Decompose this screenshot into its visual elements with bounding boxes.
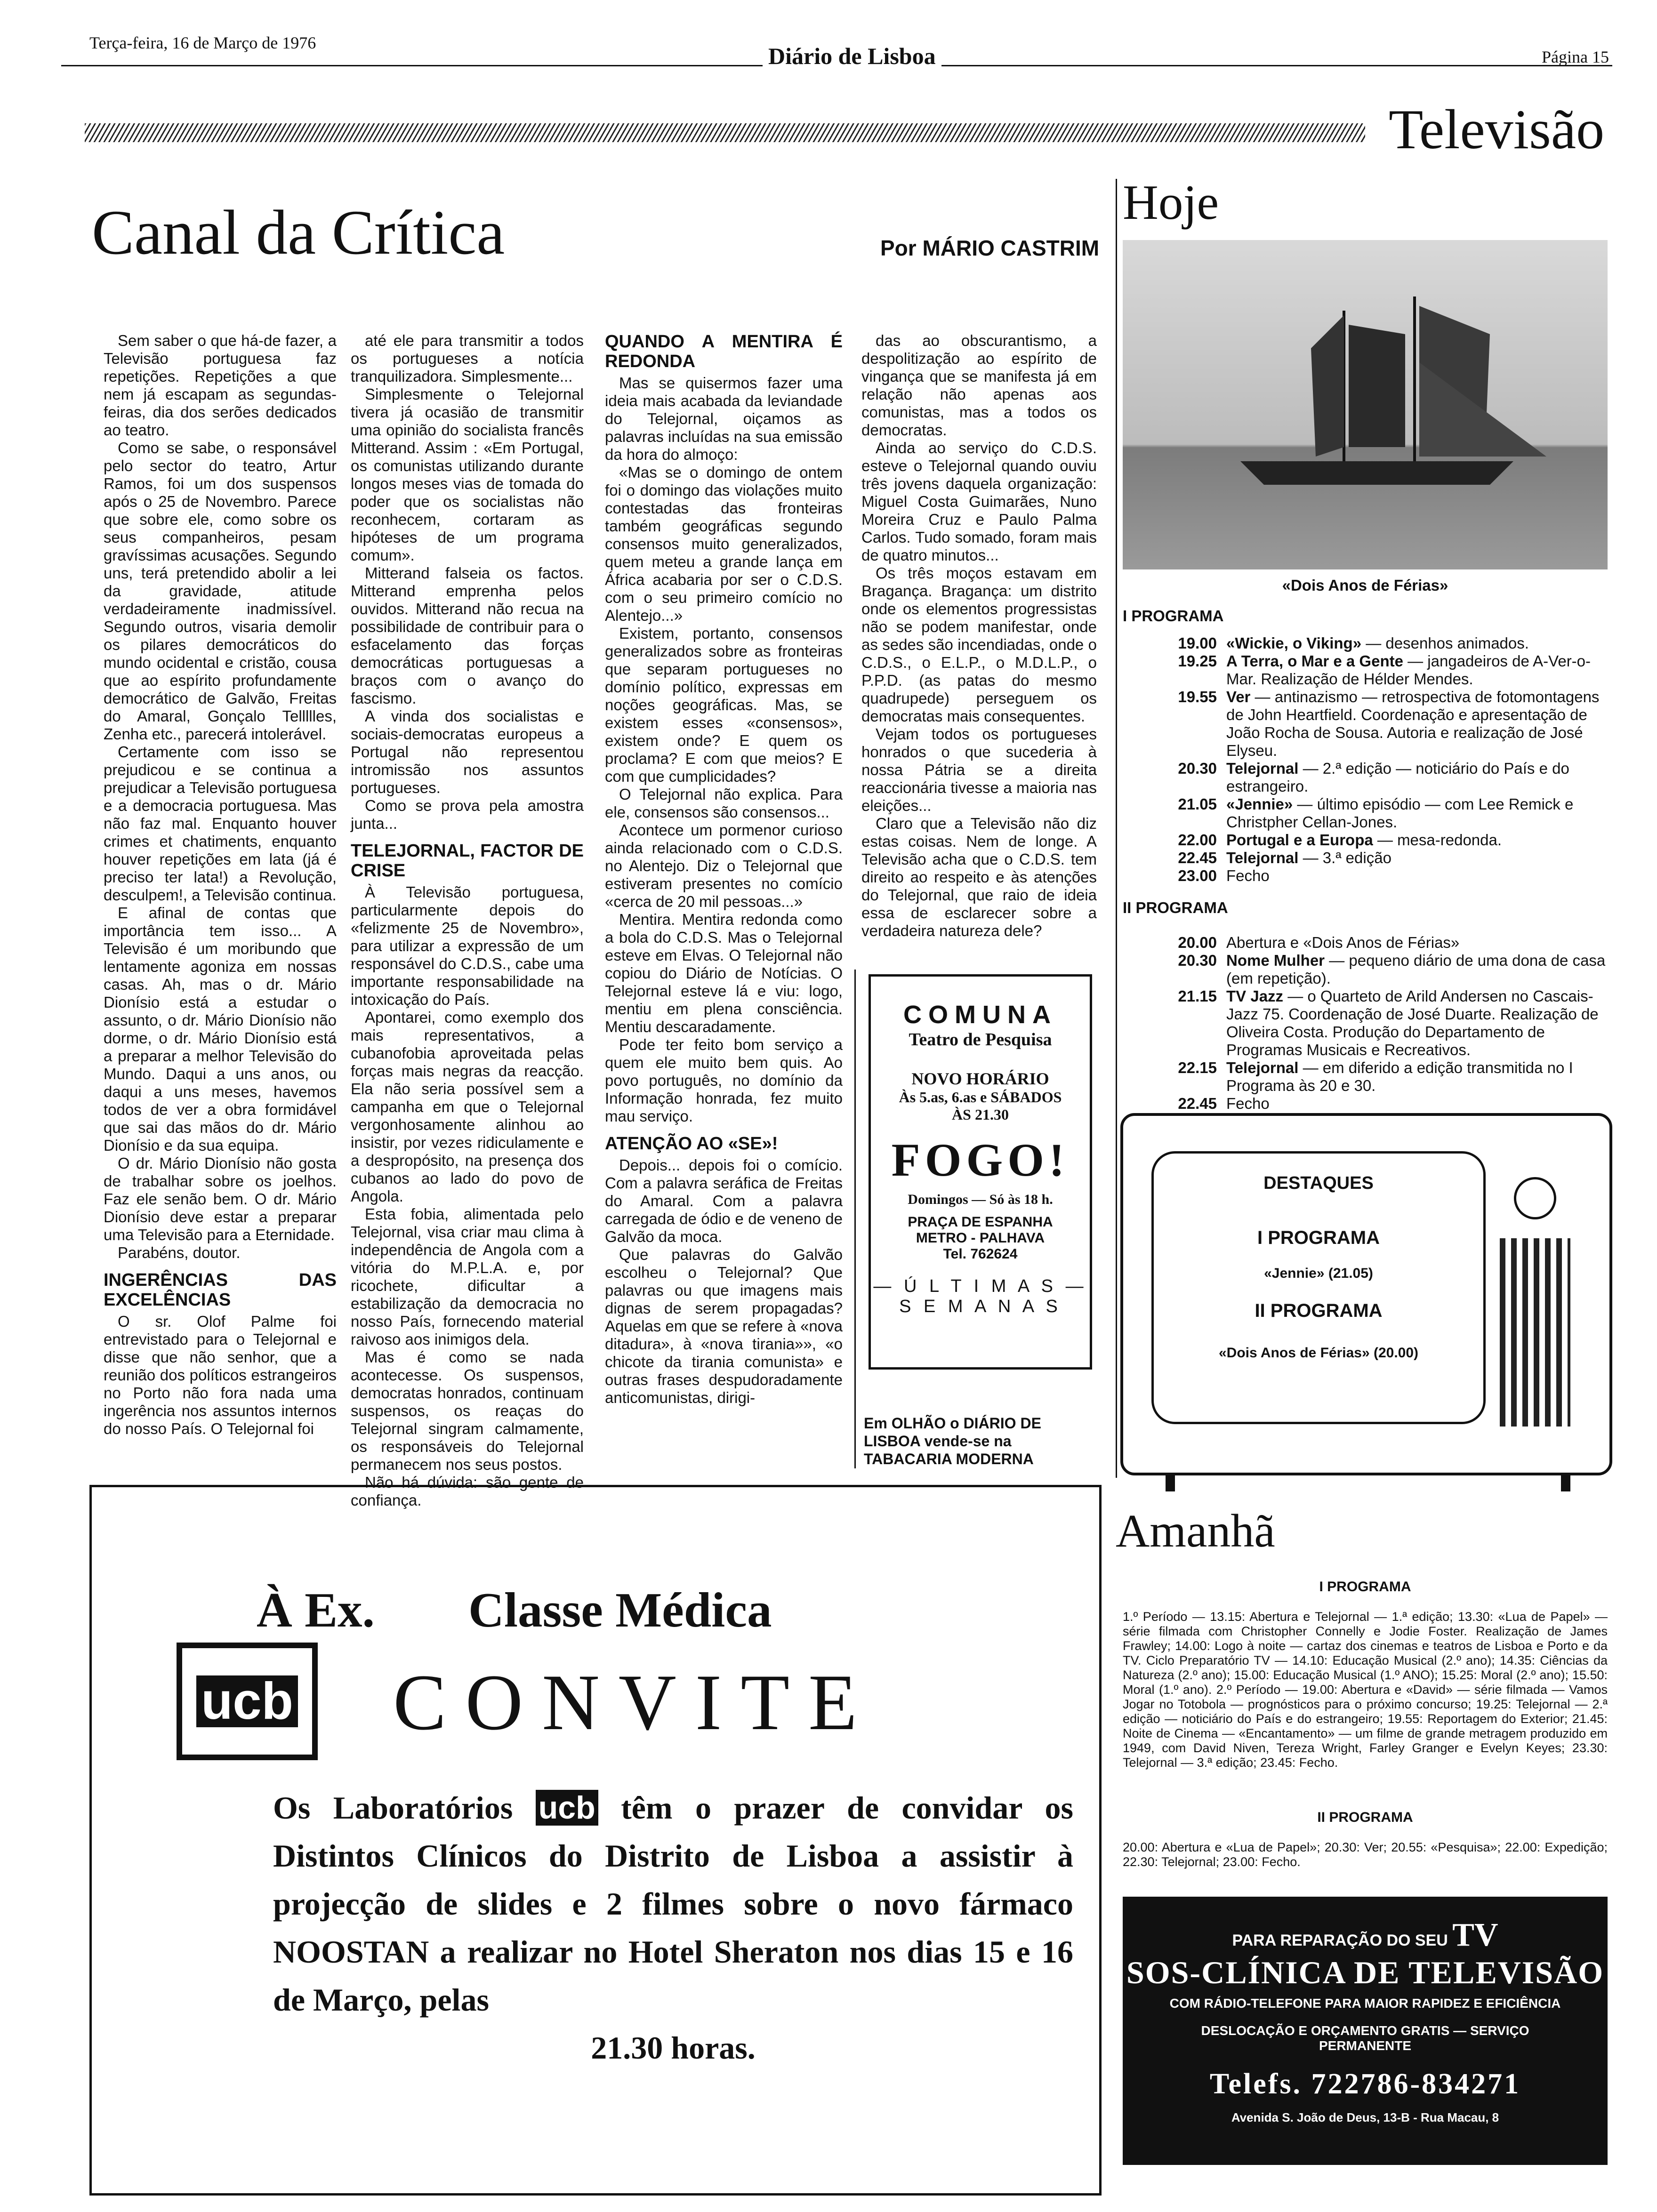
sos-line3: DESLOCAÇÃO E ORÇAMENTO GRATIS — SERVIÇO PERMANENTE — [1201, 2023, 1529, 2053]
program-entry — [1151, 1059, 1608, 1095]
ucb-logo-text: ucb — [196, 1675, 298, 1727]
article-paragraph: Simplesmente o Telejornal tivera já ocasião de transmitir uma opinião do socialista francês Mitterand. Assim : «Em Portugal, os comunistas utilizando durante longos meses vias de tomada do poder que os socialistas não reconhecem, cortaram as hipóteses de um programa comum». — [351, 385, 584, 564]
program-name: «Jennie» — [1226, 795, 1293, 813]
tv-leg — [1166, 1473, 1175, 1491]
program-time: 23.00 — [1178, 867, 1217, 884]
article-paragraph: Os três moços estavam em Bragança. Bragança: um distrito onde os elementos progressistas não se podem manifestar, onde as sedes são incendiadas, onde o C.D.S., o E.L.P., o M.D.L.P., o P.P.D. (as patas do mesmo quadrupede) perseguem os democratas mais consequentes. — [861, 564, 1097, 725]
program-1-label: I PROGRAMA — [1123, 607, 1224, 625]
program-description: — pequeno diário de uma dona de casa (em repetição). — [1226, 952, 1606, 987]
program-entry — [1151, 634, 1608, 652]
article-paragraph: Mitterand falseia os factos. Mitterand emprenha pelos ouvidos. Mitterand não recua na possibilidade de contribuir para o esfacelamento das forças democráticas portuguesas a braços com o avanço do fascismo. — [351, 564, 584, 707]
program-time: 22.00 — [1178, 831, 1217, 849]
program-description: — último episódio — com Lee Remick e Christpher Cellan-Jones. — [1226, 795, 1574, 831]
tv-tomorrow-title: Amanhã — [1116, 1505, 1275, 1557]
article-paragraph: até ele para transmitir a todos os portugueses a notícia tranquilizadora. Simplesmente... — [351, 332, 584, 385]
article-paragraph: Esta fobia, alimentada pelo Telejornal, visa criar mau clima à independência de Angola com a vitória do M.P.L.A. e, por ricochete, dificultar a estabilização da democracia no nosso País, fornecendo material raivoso aos inimigos dela. — [351, 1205, 584, 1348]
subhead-ingerencias: INGERÊNCIAS DAS EXCELÊNCIAS — [104, 1270, 337, 1310]
sos-tv: TV — [1452, 1917, 1498, 1953]
program-entry — [1151, 760, 1608, 795]
destaques-tv-set — [1120, 1113, 1612, 1475]
ucb-convite: CONVITE — [393, 1658, 876, 1747]
comuna-ad — [869, 974, 1092, 1370]
program-entry — [1151, 849, 1608, 867]
program-time: 21.15 — [1178, 987, 1217, 1005]
ucb-body-end: 21.30 horas. — [591, 2030, 756, 2066]
sos-line2: COM RÁDIO-TELEFONE PARA MAIOR RAPIDEZ E EFICIÊNCIA — [1169, 1996, 1561, 2011]
article-paragraph: Acontece um pormenor curioso ainda relacionado com o C.D.S. no Alentejo. Diz o Telejornal que estiveram presentes no comício «cerca de 20 mil pessoas...» — [605, 821, 843, 910]
column-rule — [1116, 179, 1117, 1478]
program-name: Telejornal — [1226, 849, 1299, 866]
subhead-atencao: ATENÇÃO AO «SE»! — [605, 1134, 778, 1154]
section-title: Televisão — [1389, 98, 1605, 160]
program-time: 20.30 — [1178, 952, 1217, 969]
ucb-logo — [177, 1643, 318, 1760]
article-paragraph: A vinda dos socialistas e sociais-democratas europeus a Portugal não representou intromissão nos assuntos portugueses. — [351, 707, 584, 796]
ship-illustration — [1123, 240, 1608, 569]
article-column-1 — [104, 332, 337, 1438]
article-paragraph: À Televisão portuguesa, particularmente depois do «felizmente 25 de Novembro», para utilizar a expressão de um responsável do C.D.S., cabe uma importante responsabilidade na intoxicação do País. — [351, 883, 584, 1008]
program-description: — jangadeiros de A-Ver-o-Mar. Realização de Hélder Mendes. — [1226, 652, 1591, 688]
program-time: 19.25 — [1178, 652, 1217, 670]
sos-ad — [1123, 1897, 1608, 2165]
comuna-place2: METRO - PALHAVA — [916, 1230, 1045, 1246]
sos-tel: Telefs. 722786-834271 — [1209, 2068, 1521, 2100]
program-time: 22.15 — [1178, 1059, 1217, 1076]
program-description: — antinazismo — retrospectiva de fotomontagens de John Heartfield. Coordenação e apresentação de João Rocha de Sousa. Autoria e realização de José Elyseu. — [1226, 688, 1600, 759]
article-paragraph: Existem, portanto, consensos generalizados sobre as fronteiras que separam portugueses no domínio político, expressas em noções geográficas. Mas, se existem esses «consensos», existem onde? E quem os proclama? E com que meios? E com que cumplicidades? — [605, 625, 843, 785]
article-paragraph: Mas é como se nada acontecesse. Os suspensos, democratas honrados, continuam suspensos, os reaças do Telejornal singram calmamente, os responsáveis do Telejornal permanecem nos seus postos. — [351, 1348, 584, 1473]
ucb-heading-right: Classe Médica — [468, 1582, 772, 1637]
program-entry — [1151, 688, 1608, 760]
program-time: 19.55 — [1178, 688, 1217, 705]
comuna-play: FOGO! — [891, 1134, 1070, 1186]
tomorrow-p1-text: 1.º Período — 13.15: Abertura e Telejornal — 1.ª edição; 13.30: «Lua de Papel» — série filmada com Christopher Connelly e Jodie Foster. Realização de James Frawley; 14.00: Logo à noite — cartaz dos cinemas e teatros de Lisboa e Porto e da TV. Ciclo Preparatório TV — 14.10: Educação Musical (2.º ano); 14.35: Ciências da Natureza (2.º ano); 15.00: Educação Musical (1.º ANO); 15.25: Moral (2.º ano); 15.50: Moral (1.º ano). 2.º Período — 19.00: Abertura e «David» — série filmada — Vamos Jogar no Totobola — prognósticos para o próximo concurso; 19.25: Telejornal — 2.ª edição — noticiário do País e do estrangeiro; 19.55: Reportagem do Exterior; 21.45: Noite de Cinema — «Encantamento» — um filme de grande metragem produzido em 1949, com David Niven, Tereza Wright, Farley Granger e Evelyn Keyes; 23.30: Telejornal — 3.ª edição; 23.45: Fecho. — [1123, 1610, 1608, 1770]
article-paragraph: Depois... depois foi o comício. Com a palavra seráfica de Freitas do Amaral. Com a palavra carregada de ódio e de veneno de Galvão da moca. — [605, 1156, 843, 1245]
section-hatch — [85, 123, 1365, 142]
program-time: 20.00 — [1178, 934, 1217, 951]
article-paragraph: Ainda ao serviço do C.D.S. esteve o Telejornal quando ouviu três jovens daquela organização: Miguel Costa Guimarães, Nuno Moreira Cruz e Paulo Palma Carlos. Tudo somado, foram mais de quatro minutos... — [861, 439, 1097, 564]
program-description: — 2.ª edição — noticiário do País e do estrangeiro. — [1226, 760, 1569, 795]
program-name: Telejornal — [1226, 1059, 1299, 1076]
article-paragraph: Vejam todos os portugueses honrados o que sucederia à nossa Pátria se a direita reaccionária tivesse a maioria nas eleições... — [861, 725, 1097, 814]
comuna-ultimas: — Ú L T I M A S — — [873, 1276, 1087, 1296]
ship-photo — [1123, 240, 1608, 569]
program-time: 22.45 — [1178, 1095, 1217, 1112]
program-name: Nome Mulher — [1226, 952, 1325, 969]
program-entry — [1151, 795, 1608, 831]
destaques-title: DESTAQUES — [1263, 1173, 1374, 1193]
article-column-2 — [351, 332, 584, 1509]
program-description: Fecho — [1226, 1095, 1270, 1112]
program-time: 19.00 — [1178, 634, 1217, 652]
comuna-sub: Teatro de Pesquisa — [909, 1030, 1052, 1050]
destaques-screen — [1151, 1151, 1486, 1424]
ucb-body-pre: Os Laboratórios — [273, 1790, 513, 1826]
article-paragraph: Que palavras do Galvão escolheu o Telejornal? Que palavras ou que imagens mais dignas de serem propagadas? Aquelas em que se refere à «nova ditadura», à «nova tirania»», «o chicote da tirania comunista» e outras frases despudoradamente anticomunistas, dirigi- — [605, 1246, 843, 1406]
comuna-schedule-title: NOVO HORÁRIO — [911, 1069, 1049, 1088]
tomorrow-p1-label: I PROGRAMA — [1319, 1579, 1411, 1595]
article-paragraph: Certamente com isso se prejudicou e se continua a prejudicar a Televisão portuguesa e a democracia portuguesa. Mas não faz mal. Enquanto houver crimes et chatiments, enquanto houver repetições em lata (já é preciso ter lata!) a Revolução, desculpem!, a Televisão continua. — [104, 743, 337, 904]
program-description: — 3.ª edição — [1298, 849, 1392, 866]
ucb-body — [273, 1784, 1073, 2072]
page-date: Terça-feira, 16 de Março de 1976 — [89, 33, 316, 52]
article-paragraph: Parabéns, doutor. — [118, 1244, 241, 1261]
article-paragraph: Sem saber o que há-de fazer, a Televisão portuguesa faz repetições. Repetições a que nem já escapam as segundas-feiras, dia dos serões dedicados ao teatro. — [104, 332, 337, 439]
program-entry — [1151, 952, 1608, 987]
tv-today-schedule — [1123, 607, 1608, 1113]
destaques-p1-item: «Jennie» (21.05) — [1264, 1266, 1373, 1281]
tv-knob — [1514, 1177, 1556, 1219]
ucb-ad — [89, 1485, 1102, 2196]
article-paragraph: Mas se quisermos fazer uma ideia mais acabada da leviandade do Telejornal, oiçamos as palavras incluídas na sua emissão da hora do almoço: — [605, 374, 843, 463]
program-entry — [1151, 831, 1608, 849]
article-column-3 — [605, 332, 843, 1407]
program-description: Abertura e «Dois Anos de Férias» — [1226, 934, 1460, 951]
program-name: TV Jazz — [1226, 987, 1284, 1005]
sos-addr: Avenida S. João de Deus, 13-B - Rua Macau, 8 — [1231, 2110, 1499, 2124]
article-byline: Por MÁRIO CASTRIM — [880, 236, 1100, 260]
program-name: A Terra, o Mar e a Gente — [1226, 652, 1403, 670]
program-description: — mesa-redonda. — [1373, 831, 1502, 849]
program-description: — o Quarteto de Arild Andersen no Cascais-Jazz 75. Coordenação de José Duarte. Realização de Oliveira Costa. Produção do Departamento de Programas Musicais e Recreativos. — [1226, 987, 1599, 1058]
tv-knobs-panel — [1500, 1238, 1570, 1427]
destaques-p2-item: «Dois Anos de Férias» (20.00) — [1218, 1345, 1419, 1361]
article-paragraph: Claro que a Televisão não diz estas coisas. Nem de longe. A Televisão acha que o C.D.S. tem direito ao respeito e às atenções do Telejornal, que raio de ideia essa de esclarecer sobre a verdadeira natureza dele? — [861, 815, 1097, 939]
comuna-schedule: Às 5.as, 6.as e SÁBADOS ÀS 21.30 — [899, 1089, 1062, 1123]
program-description: — desenhos animados. — [1361, 634, 1529, 652]
article-paragraph: das ao obscurantismo, a despolitização ao espírito de vingança que se manifesta já em relação não apenas aos comunistas, mas a todos os democratas. — [861, 332, 1097, 439]
tv-leg — [1561, 1473, 1570, 1491]
program-entry — [1151, 652, 1608, 688]
destaques-p1: I PROGRAMA — [1257, 1227, 1380, 1248]
page-number: Página 15 — [1542, 48, 1609, 66]
sos-line1: PARA REPARAÇÃO DO SEU — [1232, 1931, 1448, 1949]
subhead-telejornal: TELEJORNAL, FACTOR DE CRISE — [351, 841, 584, 881]
article-paragraph: Mentira. Mentira redonda como a bola do C.D.S. Mas o Telejornal esteve em Elvas. O Telejornal não copiou do Diário de Notícias. O Telejornal esteve lá e viu: logo, mentiu em plena consciência. Mentiu descaradamente. — [605, 911, 843, 1035]
comuna-tel: Tel. 762624 — [943, 1246, 1018, 1262]
article-paragraph: Não há dúvida: são gente de confiança. — [351, 1474, 584, 1509]
tv-today-title: Hoje — [1123, 175, 1219, 230]
article-paragraph: Como se sabe, o responsável pelo sector do teatro, Artur Ramos, foi um dos suspensos após o 25 de Novembro. Parece que sobre ele, como sobre os seus companheiros, pesam gravíssimas acusações. Segundo uns, terá pretendido abolir a lei da gravidade, atitude verdadeiramente inadmissível. Segundo outros, visaria demolir os pilares democráticos do mundo ocidental e cristão, cousa que ao espírito profundamente democrático de Galvão, Freitas do Amaral, Gonçalo Tellllles, Zenha etc., parecerá intolerável. — [104, 439, 337, 743]
ucb-body-post: têm o prazer de convidar os Distintos Clínicos do Distrito de Lisboa a assistir à projecção de slides e 2 filmes sobre o novo fármaco NOOSTAN a realizar no Hotel Sheraton nos dias 15 e 16 de Março, pelas — [273, 1790, 1074, 2018]
column-rule — [854, 970, 856, 1468]
program-description: — em diferido a edição transmitida no I Programa às 20 e 30. — [1226, 1059, 1573, 1094]
article-paragraph: Pode ter feito bom serviço a quem ele muito bem quis. Ao povo português, no domínio da Informação honrada, fez muito mau serviço. — [605, 1036, 843, 1125]
program-time: 22.45 — [1178, 849, 1217, 866]
article-paragraph: «Mas se o domingo de ontem foi o domingo das violações muito contestadas das fronteiras também geográficas segundo consensos muito generalizados, quem meteu a grande lança em África acabaria por ser o C.D.S. com o seu primeiro comício no Alentejo...» — [605, 464, 843, 624]
program-entry — [1151, 987, 1608, 1059]
comuna-semanas: S E M A N A S — [899, 1297, 1062, 1316]
ucb-body-logo: ucb — [536, 1790, 598, 1826]
destaques-p2: II PROGRAMA — [1255, 1300, 1383, 1321]
program-name: «Wickie, o Viking» — [1226, 634, 1362, 652]
article-column-4 — [861, 332, 1097, 940]
article-paragraph: O Telejornal não explica. Para ele, consensos são consensos... — [605, 785, 843, 821]
tomorrow-p2-text: 20.00: Abertura e «Lua de Papel»; 20.30: Ver; 20.55: «Pesquisa»; 22.00: Expedição; 22.30: Telejornal; 23.00: Fecho. — [1123, 1840, 1608, 1869]
article-title: Canal da Crítica — [92, 198, 505, 268]
article-paragraph: O dr. Mário Dionísio não gosta de trabalhar sobre os joelhos. Faz ele senão bem. O dr. Mário Dionísio deve estar a preparar uma Televisão para a Eternidade. — [104, 1154, 337, 1243]
article-paragraph: Como se prova pela amostra junta... — [351, 797, 584, 832]
program-time: 20.30 — [1178, 760, 1217, 777]
program-entry — [1151, 1095, 1608, 1113]
sos-name: SOS-CLÍNICA DE TELEVISÃO — [1126, 1955, 1604, 1990]
comuna-sunday: Domingos — Só às 18 h. — [908, 1192, 1053, 1207]
program-name: Portugal e a Europa — [1226, 831, 1373, 849]
photo-caption: «Dois Anos de Férias» — [1282, 577, 1448, 594]
article-paragraph: Apontarei, como exemplo dos mais representativos, a cubanofobia aproveitada pelas forças mais negras da reacção. Ela não seria possível sem a campanha em que o Telejornal vergonhosamente alinhou ao insistir, por vezes ridiculamente e a despropósito, na presença dos cubanos ao lado do povo de Angola. — [351, 1009, 584, 1205]
program-name: Telejornal — [1226, 760, 1299, 777]
masthead: Diário de Lisboa — [763, 42, 941, 70]
article-paragraph: O sr. Olof Palme foi entrevistado para o Telejornal e disse que não senhor, que a reunião dos políticos estrangeiros no Porto não fora nada uma ingerência nos assuntos internos do nosso País. O Telejornal foi — [104, 1313, 337, 1437]
program-entry — [1151, 867, 1608, 885]
ucb-heading-left: À Ex. — [257, 1582, 375, 1637]
program-time: 21.05 — [1178, 795, 1217, 813]
program-entry — [1151, 934, 1608, 952]
article-paragraph: E afinal de contas que importância tem isso... A Televisão é um moribundo que lentamente agoniza em nossas casas. Ah, mas o dr. Mário Dionísio está a estudar o assunto, o dr. Mário Dionísio não dorme, o dr. Mário Dionísio está a preparar a melhor Televisão do Mundo. Daqui a uns anos, ou daqui a uns meses, havemos todos de ver a obra formidável que sai das mãos do dr. Mário Dionísio e da sua equipa. — [104, 904, 337, 1154]
comuna-place1: PRAÇA DE ESPANHA — [908, 1214, 1053, 1230]
comuna-name: COMUNA — [903, 1001, 1057, 1029]
olhao-note: Em OLHÃO o DIÁRIO DE LISBOA vende-se na TABACARIA MODERNA — [864, 1415, 1041, 1467]
program-2-label: II PROGRAMA — [1123, 899, 1228, 916]
subhead-mentira: QUANDO A MENTIRA É REDONDA — [605, 332, 843, 371]
program-name: Ver — [1226, 688, 1251, 705]
tomorrow-p2-label: II PROGRAMA — [1317, 1810, 1413, 1825]
program-description: Fecho — [1226, 867, 1270, 884]
